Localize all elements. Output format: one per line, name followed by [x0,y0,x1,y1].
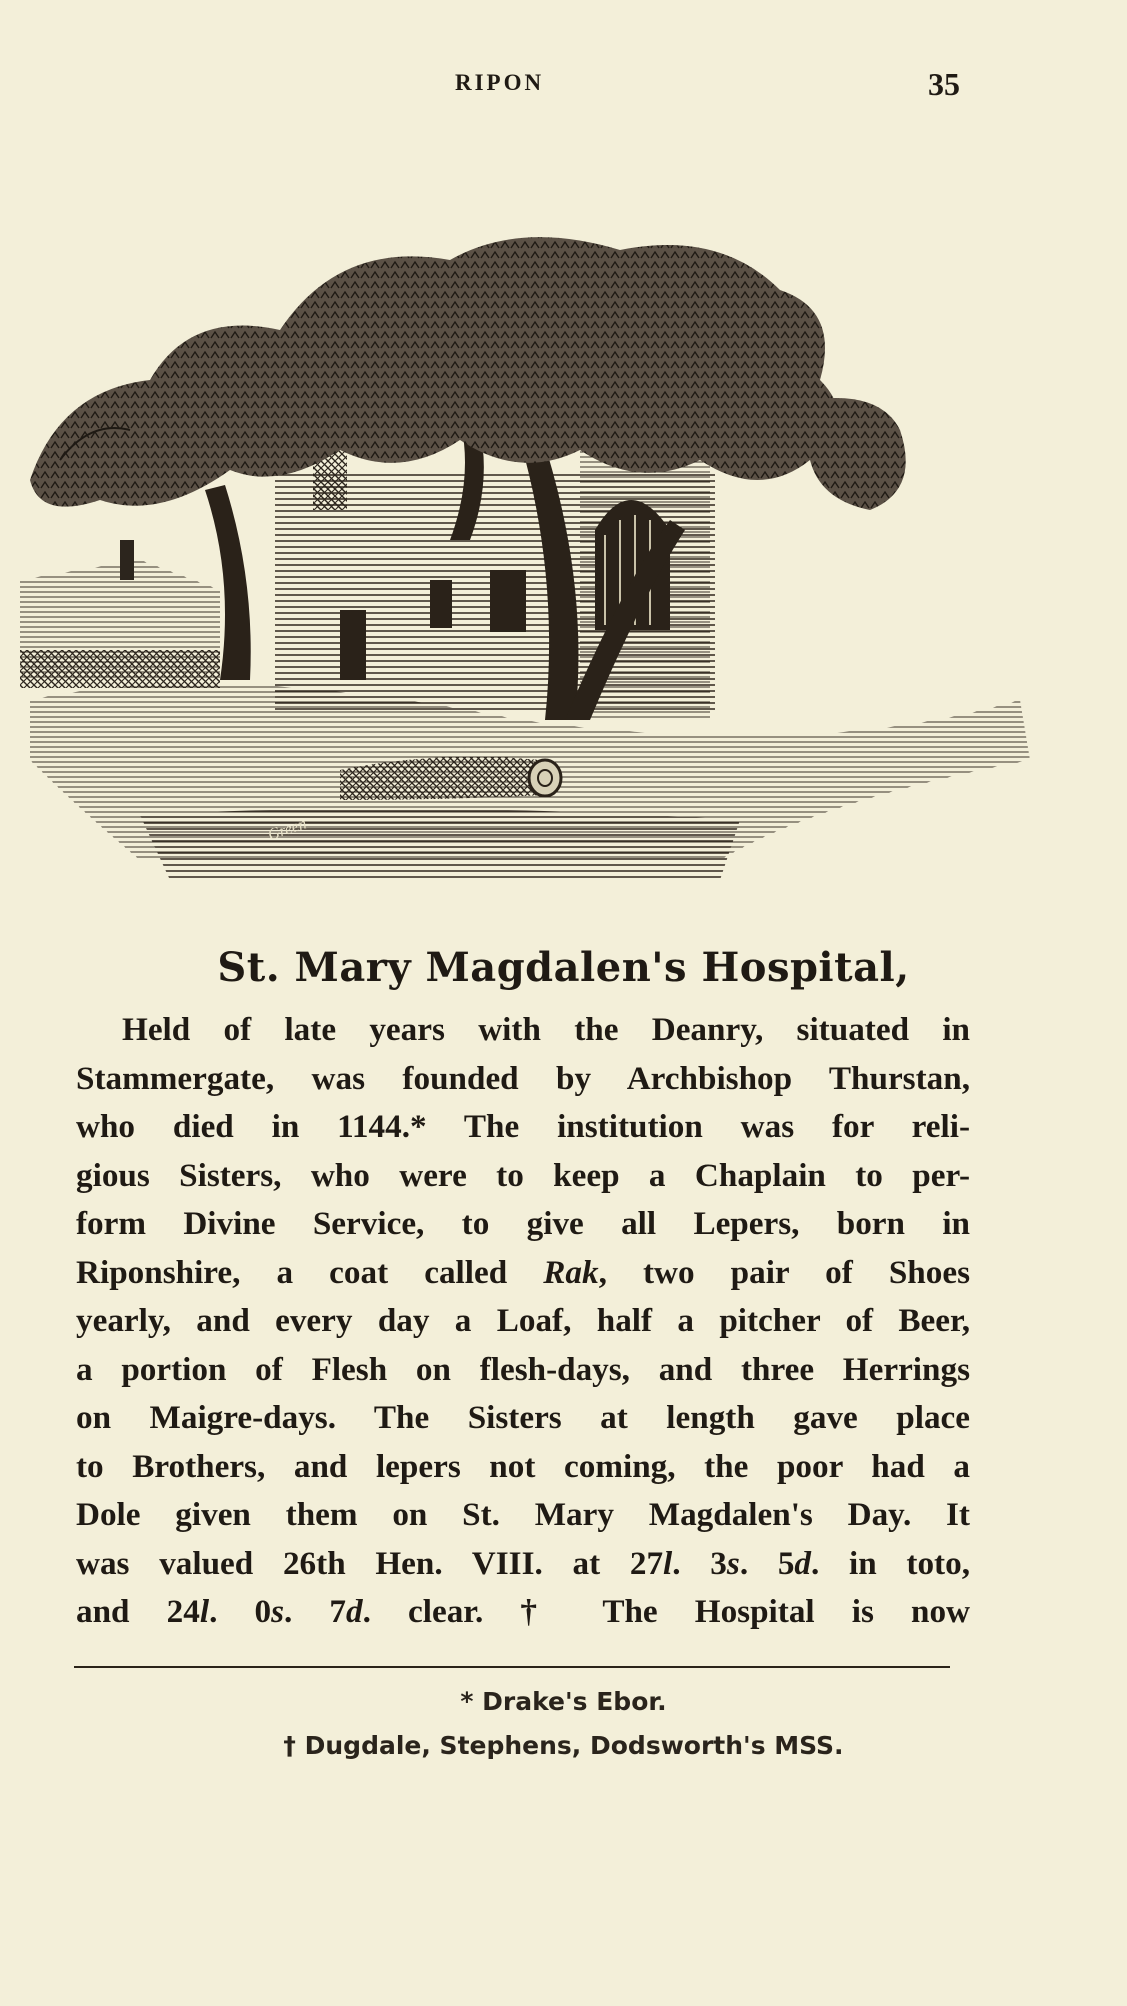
text-segment: and 24 [76,1593,200,1630]
text-segment: . clear. † The Hospital is now [362,1593,971,1630]
italic-segment: s [271,1593,284,1630]
italic-segment: Rak [543,1253,599,1291]
text-segment: a portion of Flesh on flesh-days, and three Herrings [76,1350,970,1388]
text-segment: was valued 26th Hen. VIII. at 27 [76,1544,664,1582]
body-paragraph [76,1006,970,1637]
text-line [76,1540,970,1589]
italic-segment: d [346,1593,363,1630]
text-segment: . 0 [209,1593,272,1630]
text-line [76,1055,970,1104]
engraver-signature: Green [265,815,309,844]
footnote-rule [74,1666,950,1668]
text-segment: Riponshire, a coat called [76,1253,544,1291]
italic-segment: l [199,1593,210,1630]
text-segment: Stammergate, was founded by Archbishop Thurstan, [76,1059,970,1097]
page-number: 35 [928,66,960,102]
text-segment: . 5 [739,1544,795,1582]
footnote: † Dugdale, Stephens, Dodsworth's MSS. [283,1731,844,1760]
text-line [76,1297,970,1346]
text-segment: Held of late years with the Deanry, situated in [122,1011,970,1048]
text-line [76,1346,970,1395]
text-segment: gious Sisters, who were to keep a Chaplain to per- [76,1156,970,1194]
text-segment: , two pair of Shoes [598,1253,970,1291]
text-line [76,1491,970,1540]
text-segment: . 7 [284,1593,347,1630]
text-line [76,1200,970,1249]
text-line [76,1152,970,1201]
text-segment: . in toto, [811,1544,971,1582]
text-segment: to Brothers, and lepers not coming, the poor had a [76,1447,970,1485]
footnotes [0,1680,1127,1768]
section-caption: St. Mary Magdalen's Hospital, [217,944,910,991]
text-segment: on Maigre-days. The Sisters at length gave place [76,1399,970,1436]
text-line [76,1249,970,1298]
footnote: * Drake's Ebor. [460,1687,667,1716]
text-segment: yearly, and every day a Loaf, half a pitcher of Beer, [76,1302,970,1339]
running-head: RIPON [455,70,545,95]
engraving-image [20,160,1040,900]
text-segment: form Divine Service, to give all Lepers, born in [76,1205,970,1242]
hospital-engraving [20,160,1040,900]
text-segment: who died in 1144.* The institution was for reli- [76,1108,970,1145]
text-line [76,1006,970,1055]
italic-segment: l [663,1544,673,1582]
text-line [76,1103,970,1152]
italic-segment: d [794,1544,812,1582]
text-line [76,1588,970,1637]
text-segment: . 3 [672,1544,727,1582]
text-line [76,1443,970,1492]
text-segment: Dole given them on St. Mary Magdalen's Day. It [76,1496,970,1533]
italic-segment: s [726,1544,740,1582]
text-line [76,1394,970,1443]
cottage [20,540,220,688]
